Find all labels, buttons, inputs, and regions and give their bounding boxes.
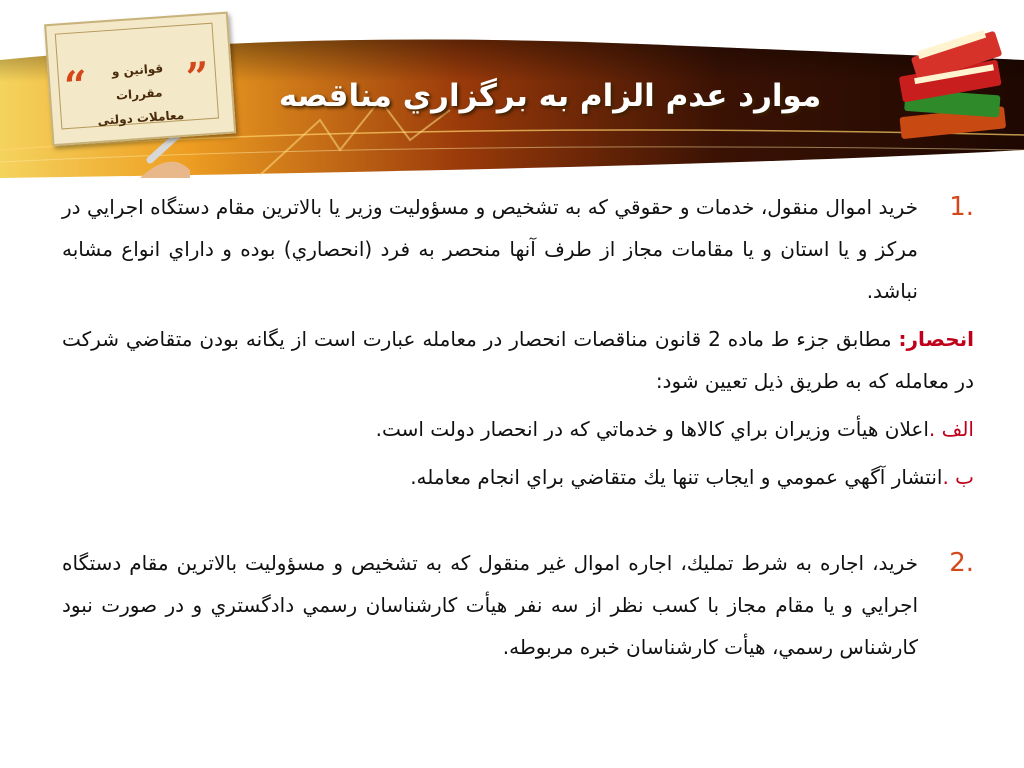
definition-label: انحصار:: [898, 327, 974, 351]
note-line-2: معاملات دولتی: [97, 107, 185, 128]
item-number: 2.: [949, 548, 974, 578]
definition-paragraph: [62, 318, 974, 402]
slide-title: موارد عدم الزام به برگزاري مناقصه: [278, 78, 822, 114]
item-text: خريد اموال منقول، خدمات و حقوقي كه به تشخيص و مسؤوليت وزير يا بالاترين مقام دستگاه اجرايي در مركز و يا استان و يا مقامات مجاز از طرف آنها منحصر به فرد (انحصاري) بوده و داراي انواع مشابه نباشد.: [62, 195, 918, 303]
quote-close-mark: ”: [184, 53, 211, 102]
definition-text: مطابق جزء ط ماده 2 قانون مناقصات انحصار در معامله عبارت است از يگانه بودن متقاضي شركت در معامله كه به طريق ذيل تعيين شود:: [62, 327, 974, 393]
note-text: [87, 55, 192, 134]
sub-item-marker: ب .: [942, 465, 974, 489]
header-banner: [0, 0, 1024, 178]
item-number: 1.: [949, 192, 974, 222]
sticky-note-icon: [44, 12, 232, 142]
note-line-1: قوانین و مقررات: [111, 61, 164, 103]
sub-item-a: [62, 408, 974, 450]
spacer: [62, 498, 974, 542]
quote-open-mark: “: [62, 61, 90, 111]
sub-item-marker: الف .: [928, 417, 974, 441]
slide-content: [62, 186, 974, 668]
item-text: خريد، اجاره به شرط تمليك، اجاره اموال غير منقول كه به تشخيص و مسؤوليت بالاترين مقام دستگاه اجرايي و يا مقام مجاز با كسب نظر از سه نفر هيأت كارشناسان رسمي دادگستري و در صورت نبود كارشناس رسمي، هيأت كارشناسان خبره مربوطه.: [62, 551, 918, 659]
list-item-1: [62, 186, 974, 312]
sub-item-text: انتشار آگهي عمومي و ايجاب تنها يك متقاضي براي انجام معامله.: [410, 465, 943, 489]
list-item-2: [62, 542, 974, 668]
sub-item-b: [62, 456, 974, 498]
sub-item-text: اعلان هيأت وزيران براي كالاها و خدماتي كه در انحصار دولت است.: [375, 417, 929, 441]
